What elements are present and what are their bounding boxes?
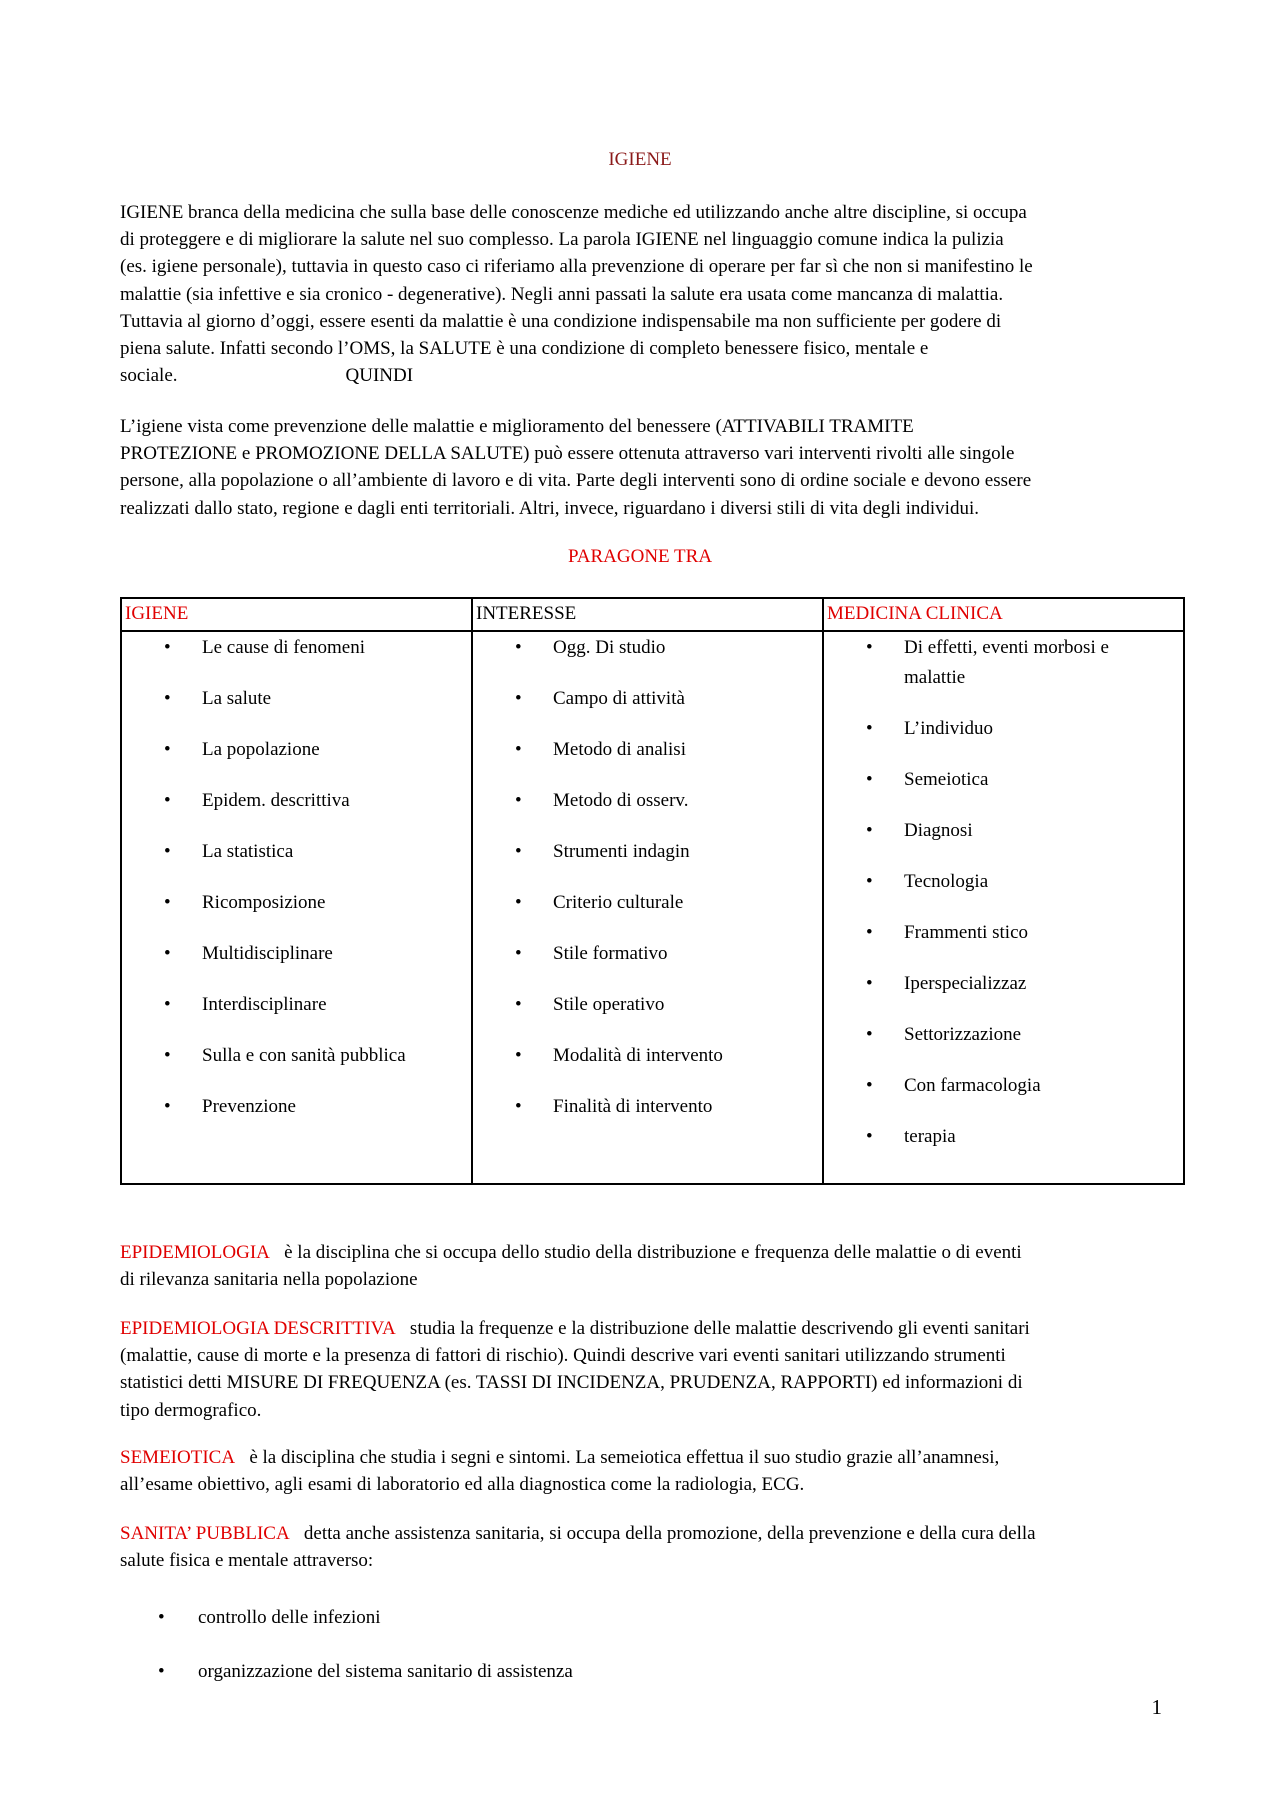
text-line: PROTEZIONE e PROMOZIONE DELLA SALUTE) può essere ottenuta attraverso vari interventi rivolti alle singole (120, 443, 1015, 465)
text-line: L’igiene vista come prevenzione delle malattie e miglioramento del benessere (ATTIVABILI TRAMITE (120, 416, 914, 437)
bullet-icon: • (866, 1024, 873, 1045)
list-item: • Epidem. descrittiva (122, 786, 471, 816)
bullet-icon: • (515, 892, 522, 913)
text-line: IGIENE branca della medicina che sulla base delle conoscenze mediche ed utilizzando anche altre discipline, si occupa (120, 202, 1027, 223)
table-row (121, 631, 1184, 1184)
bullet-icon: • (164, 841, 171, 862)
text-line (120, 362, 1160, 389)
bullet-icon: • (866, 973, 873, 994)
list-item: • Tecnologia (824, 867, 1183, 897)
bullet-icon: • (164, 1096, 171, 1117)
prevention-paragraph (120, 413, 1160, 522)
bullet-icon: • (866, 1075, 873, 1096)
bullet-icon: • (515, 943, 522, 964)
bullet-icon: • (866, 637, 873, 658)
list-item: • Settorizzazione (824, 1020, 1183, 1050)
list-item: • Strumenti indagin (473, 837, 822, 867)
text-line: realizzati dallo stato, regione e dagli enti territoriali. Altri, invece, riguardano i diversi stili di vita degli individui. (120, 497, 979, 519)
medicina-clinica-list (824, 633, 1183, 1152)
term-epidemiologia-descrittiva: EPIDEMIOLOGIA DESCRITTIVA (120, 1318, 396, 1339)
list-item: • Frammenti stico (824, 918, 1183, 948)
list-item: • Campo di attività (473, 684, 822, 714)
text-line: (malattie, cause di morte e la presenza di fattori di rischio). Quindi descrive vari eventi sanitari utilizzando strumenti (120, 1345, 1006, 1367)
header-igiene: IGIENE (121, 598, 472, 631)
bullet-icon: • (866, 871, 873, 892)
text-line: tipo dermografico. (120, 1399, 262, 1421)
document-title: IGIENE (608, 149, 672, 170)
bullet-icon: • (515, 739, 522, 760)
intro-paragraph (120, 199, 1160, 389)
bullet-icon: • (866, 769, 873, 790)
bullet-icon: • (164, 790, 171, 811)
bullet-icon: • (164, 1045, 171, 1066)
list-item: • Interdisciplinare (122, 990, 471, 1020)
list-item: • Con farmacologia (824, 1071, 1183, 1101)
list-item: • Metodo di analisi (473, 735, 822, 765)
interesse-column (472, 631, 823, 1184)
list-item: • Modalità di intervento (473, 1041, 822, 1071)
definition-semeiotica (120, 1444, 1160, 1498)
text-fragment: sociale. (120, 365, 178, 387)
list-item: • Multidisciplinare (122, 939, 471, 969)
list-item: • Ricomposizione (122, 888, 471, 918)
igiene-list (122, 633, 471, 1122)
bullet-icon: • (164, 994, 171, 1015)
header-medicina-clinica: MEDICINA CLINICA (823, 598, 1184, 631)
list-item: • Sulla e con sanità pubblica (122, 1041, 471, 1071)
definition-epidemiologia (120, 1239, 1160, 1293)
text-line: di rilevanza sanitaria nella popolazione (120, 1269, 418, 1291)
definition-epidemiologia-descrittiva (120, 1315, 1160, 1424)
text-line: salute fisica e mentale attraverso: (120, 1550, 374, 1572)
text-line: malattie (sia infettive e sia cronico - degenerative). Negli anni passati la salute era usata come mancanza di malattia. (120, 283, 1004, 305)
bullet-icon: • (515, 790, 522, 811)
list-item: • La statistica (122, 837, 471, 867)
bullet-icon: • (866, 820, 873, 841)
bullet-icon: • (164, 892, 171, 913)
list-item: • organizzazione del sistema sanitario di assistenza (120, 1658, 920, 1712)
bullet-icon: • (515, 994, 522, 1015)
bullet-icon: • (158, 1607, 165, 1628)
text-line: statistici detti MISURE DI FREQUENZA (es. TASSI DI INCIDENZA, PRUDENZA, RAPPORTI) ed informazioni di (120, 1372, 1023, 1394)
bullet-icon: • (515, 841, 522, 862)
list-item: • Ogg. Di studio (473, 633, 822, 663)
list-item: • L’individuo (824, 714, 1183, 744)
bullet-icon: • (866, 718, 873, 739)
list-item: • Stile operativo (473, 990, 822, 1020)
text-line: SANITA’ PUBBLICA detta anche assistenza sanitaria, si occupa della promozione, della prevenzione e della cura della (120, 1523, 1036, 1544)
bullet-icon: • (515, 637, 522, 658)
bullet-icon: • (158, 1661, 165, 1682)
bullet-icon: • (866, 922, 873, 943)
list-item: • controllo delle infezioni (120, 1604, 920, 1658)
bullet-icon: • (164, 688, 171, 709)
text-line: all’esame obiettivo, agli esami di laboratorio ed alla diagnostica come la radiologia, ECG. (120, 1474, 805, 1496)
list-item: • Finalità di intervento (473, 1092, 822, 1122)
list-item: • terapia (824, 1122, 1183, 1152)
bullet-icon: • (515, 688, 522, 709)
list-item: • Stile formativo (473, 939, 822, 969)
text-line: SEMEIOTICA è la disciplina che studia i segni e sintomi. La semeiotica effettua il suo studio grazie all’anamnesi, (120, 1447, 1000, 1468)
medicina-clinica-column (823, 631, 1184, 1184)
text-line: di proteggere e di migliorare la salute nel suo complesso. La parola IGIENE nel linguaggio comune indica la pulizia (120, 229, 1004, 251)
bullet-icon: • (164, 637, 171, 658)
list-item: • La popolazione (122, 735, 471, 765)
comparison-table (120, 597, 1185, 1185)
text-line: Tuttavia al giorno d’oggi, essere esenti da malattie è una condizione indispensabile ma non sufficiente per godere di (120, 310, 1002, 332)
list-item: • Prevenzione (122, 1092, 471, 1122)
bullet-icon: • (164, 739, 171, 760)
list-item: • Metodo di osserv. (473, 786, 822, 816)
interesse-list (473, 633, 822, 1122)
term-epidemiologia: EPIDEMIOLOGIA (120, 1242, 270, 1263)
text-line: EPIDEMIOLOGIA è la disciplina che si occupa dello studio della distribuzione e frequenza delle malattie o di eventi (120, 1242, 1022, 1263)
list-item: • Iperspecializzaz (824, 969, 1183, 999)
term-semeiotica: SEMEIOTICA (120, 1447, 236, 1468)
text-line: EPIDEMIOLOGIA DESCRITTIVA studia la frequenze e la distribuzione delle malattie descrivendo gli eventi sanitari (120, 1318, 1030, 1339)
list-item: • Le cause di fenomeni (122, 633, 471, 663)
text-line: piena salute. Infatti secondo l’OMS, la SALUTE è una condizione di completo benessere fisico, mentale e (120, 338, 929, 360)
bullet-icon: • (515, 1096, 522, 1117)
bullet-icon: • (164, 943, 171, 964)
quindi-label: QUINDI (345, 365, 414, 387)
public-health-list (120, 1604, 920, 1712)
definition-sanita-pubblica (120, 1520, 1160, 1574)
bullet-icon: • (515, 1045, 522, 1066)
list-item: • Di effetti, eventi morbosi e malattie (824, 633, 1183, 693)
list-item: • La salute (122, 684, 471, 714)
term-sanita-pubblica: SANITA’ PUBBLICA (120, 1523, 290, 1544)
comparison-heading: PARAGONE TRA (567, 546, 713, 567)
page-number: 1 (1151, 1695, 1162, 1719)
bullet-icon: • (866, 1126, 873, 1147)
list-item: • Diagnosi (824, 816, 1183, 846)
text-line: (es. igiene personale), tuttavia in questo caso ci riferiamo alla prevenzione di operare per far sì che non si manifestino le (120, 256, 1033, 278)
list-item: • Criterio culturale (473, 888, 822, 918)
list-item: • Semeiotica (824, 765, 1183, 795)
header-interesse: INTERESSE (472, 598, 823, 631)
table-header-row (121, 598, 1184, 631)
igiene-column (121, 631, 472, 1184)
text-line: persone, alla popolazione o all’ambiente di lavoro e di vita. Parte degli interventi sono di ordine sociale e devono essere (120, 470, 1032, 492)
